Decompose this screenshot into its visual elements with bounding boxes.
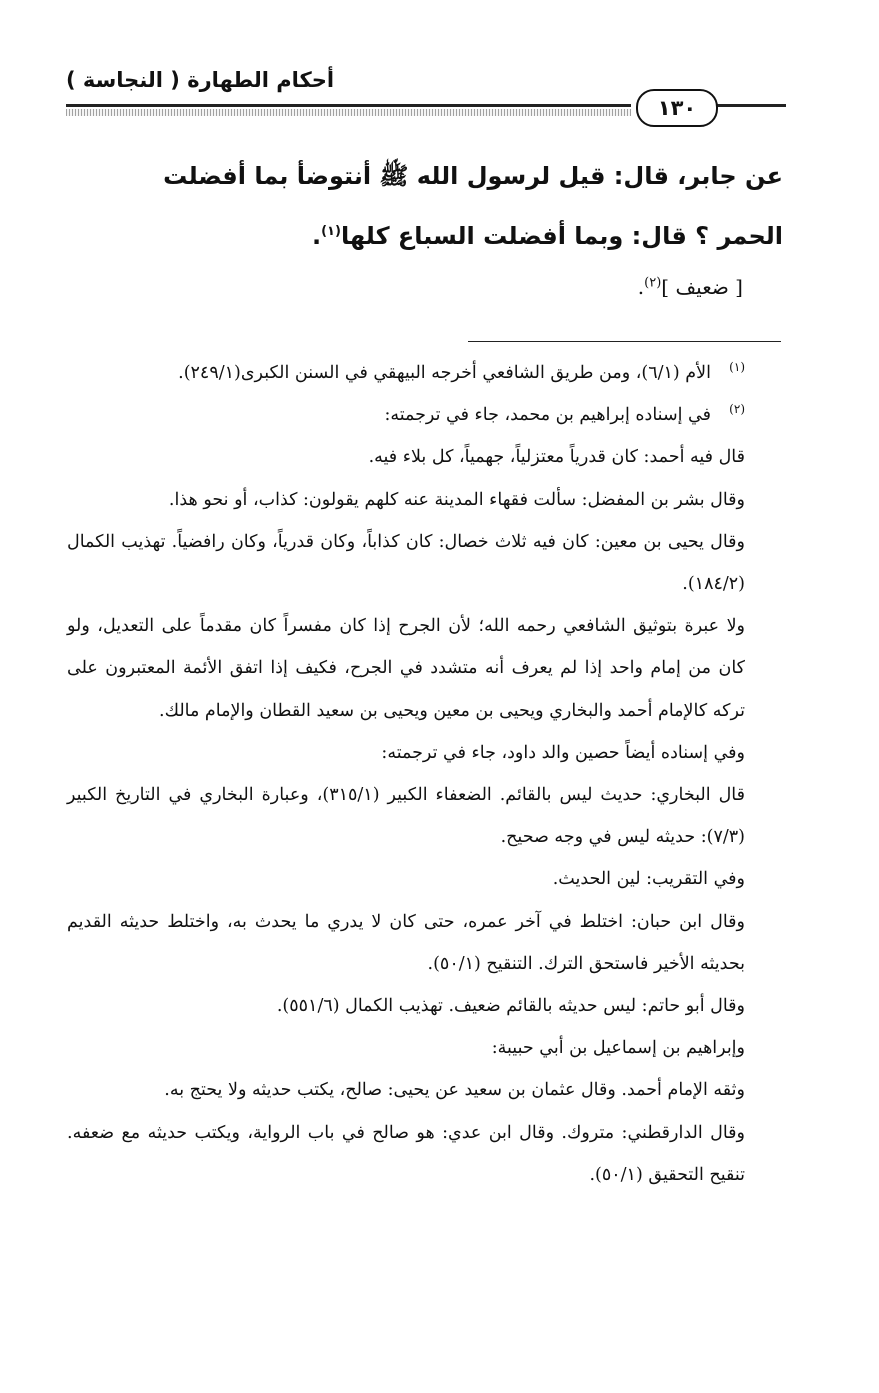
hadith-body: عن جابر، قال: قيل لرسول الله ﷺ أنتوضأ بما أفضلت الحمر ؟ قال: وبما أفضلت السباع كلها	[163, 162, 783, 250]
header-rule-right	[716, 104, 786, 107]
main-text	[123, 146, 783, 306]
footnote-2-line: وقال يحيى بن معين: كان فيه ثلاث خصال: كان كذاباً، وكان قدرياً، وكان رافضياً. تهذيب الكمال (١٨٤/٢).	[67, 531, 745, 595]
footnote-1: (١)الأم (٦/١)، ومن طريق الشافعي أخرجه البيهقي في السنن الكبرى(٢٤٩/١).	[178, 360, 745, 383]
grade-footnote-ref: (٢)	[644, 275, 662, 291]
header-hatch-rule	[66, 109, 631, 116]
footnote-2-line: وقال بشر بن المفضل: سألت فقهاء المدينة عنه كلهم يقولون: كذاب، أو نحو هذا.	[168, 489, 745, 510]
footnote-2-line: وثقه الإمام أحمد. وقال عثمان بن سعيد عن يحيى: صالح، يكتب حديثه ولا يحتج به.	[164, 1080, 745, 1101]
footnote-separator	[468, 341, 781, 342]
footnote-2-line: وإبراهيم بن إسماعيل بن أبي حبيبة:	[491, 1038, 745, 1059]
footnote-2-line: وقال أبو حاتم: ليس حديثه بالقائم ضعيف. تهذيب الكمال (٥٥١/٦).	[276, 996, 745, 1017]
footnote-2-line: في إسناده إبراهيم بن محمد، جاء في ترجمته:	[384, 405, 711, 426]
hadith-grade	[123, 268, 743, 306]
hadith-end: .	[311, 222, 322, 250]
footnote-2-line: ولا عبرة بتوثيق الشافعي رحمه الله؛ لأن الجرح إذا كان مفسراً كان مقدماً على التعديل، ولو كان من إمام واحد إذا لم يعرف أنه متشدد في الجرح، فكيف إذا اتفق الأئمة المعتبرون على تركه كالإمام أحمد والبخاري ويحيى بن معين ويحيى بن سعيد القطان والإمام مالك.	[67, 616, 745, 721]
footnote-2-line: وفي التقريب: لين الحديث.	[552, 869, 745, 890]
hadith-footnote-ref: (١)	[321, 224, 341, 239]
footnote-2-line: وفي إسناده أيضاً حصين والد داود، جاء في ترجمته:	[381, 742, 745, 763]
footnote-2-line: وقال ابن حبان: اختلط في آخر عمره، حتى كان لا يدري ما يحدث به، واختلط حديثه القديم بحديثه الأخير فاستحق الترك. التنقيح (٥٠/١).	[67, 911, 745, 974]
footnote-2-line: قال البخاري: حديث ليس بالقائم. الضعفاء الكبير (٣١٥/١)، وعبارة البخاري في التاريخ الكبير (٧/٣): حديثه ليس في وجه صحيح.	[67, 785, 745, 848]
page-number: ١٣٠	[636, 89, 718, 127]
footnote-2-line: وقال الدارقطني: متروك. وقال ابن عدي: هو صالح في باب الرواية، ويكتب حديثه مع ضعفه. تنقيح التحقيق (٥٠/١).	[67, 1122, 745, 1185]
grade-end: .	[637, 275, 645, 299]
footnote-2-line: قال فيه أحمد: كان قدرياً معتزلياً، جهمياً، كل بلاء فيه.	[368, 447, 745, 468]
footnote-2: (٢)في إسناده إبراهيم بن محمد، جاء في ترجمته:	[384, 402, 745, 426]
grade-label: [ ضعيف ]	[661, 275, 743, 299]
footnote-1-text: الأم (٦/١)، ومن طريق الشافعي أخرجه البيهقي في السنن الكبرى(٢٤٩/١).	[178, 363, 711, 383]
page-header	[66, 62, 786, 126]
header-rule	[66, 104, 631, 107]
running-title: أحكام الطهارة ( النجاسة )	[66, 68, 335, 92]
hadith-text	[123, 146, 783, 266]
footnotes	[67, 352, 779, 1196]
